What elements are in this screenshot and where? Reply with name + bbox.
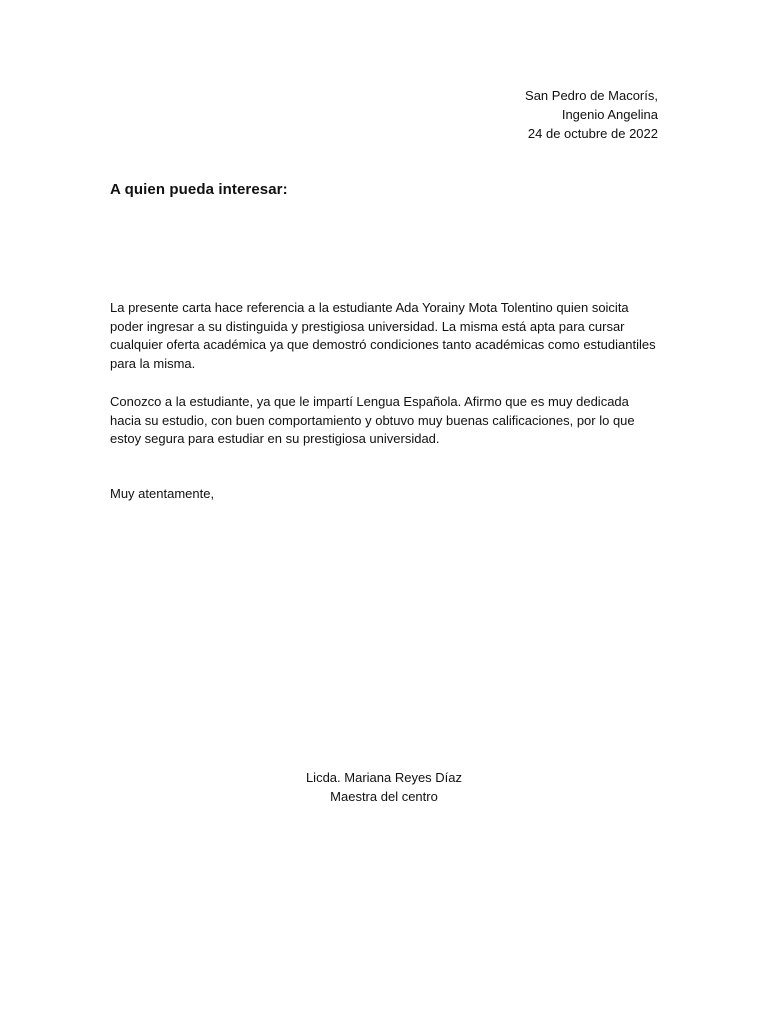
letter-date: 24 de octubre de 2022 <box>527 126 658 141</box>
address-line-locality: Ingenio Angelina <box>561 107 658 122</box>
signer-name: Licda. Mariana Reyes Díaz <box>305 770 463 785</box>
signer-title: Maestra del centro <box>330 789 438 804</box>
closing-phrase: Muy atentamente, <box>110 486 215 501</box>
body-paragraph-1: La presente carta hace referencia a la estudiante Ada Yorainy Mota Tolentino quien soicita poder ingresar a su distinguida y prestigiosa universidad. La misma está apta para cursar cualquier oferta académica ya que demostró condiciones tanto académicas como estudiantiles para la misma. <box>110 300 656 371</box>
signature-block <box>0 768 768 806</box>
address-line-city: San Pedro de Macorís, <box>525 88 658 103</box>
body-paragraph-2: Conozco a la estudiante, ya que le impartí Lengua Española. Afirmo que es muy dedicada hacia su estudio, con buen comportamiento y obtuvo muy buenas calificaciones, por lo que estoy segura para estudiar en su prestigiosa universidad. <box>110 394 635 447</box>
salutation: A quien pueda interesar: <box>110 181 288 198</box>
sender-address-block <box>525 86 658 143</box>
